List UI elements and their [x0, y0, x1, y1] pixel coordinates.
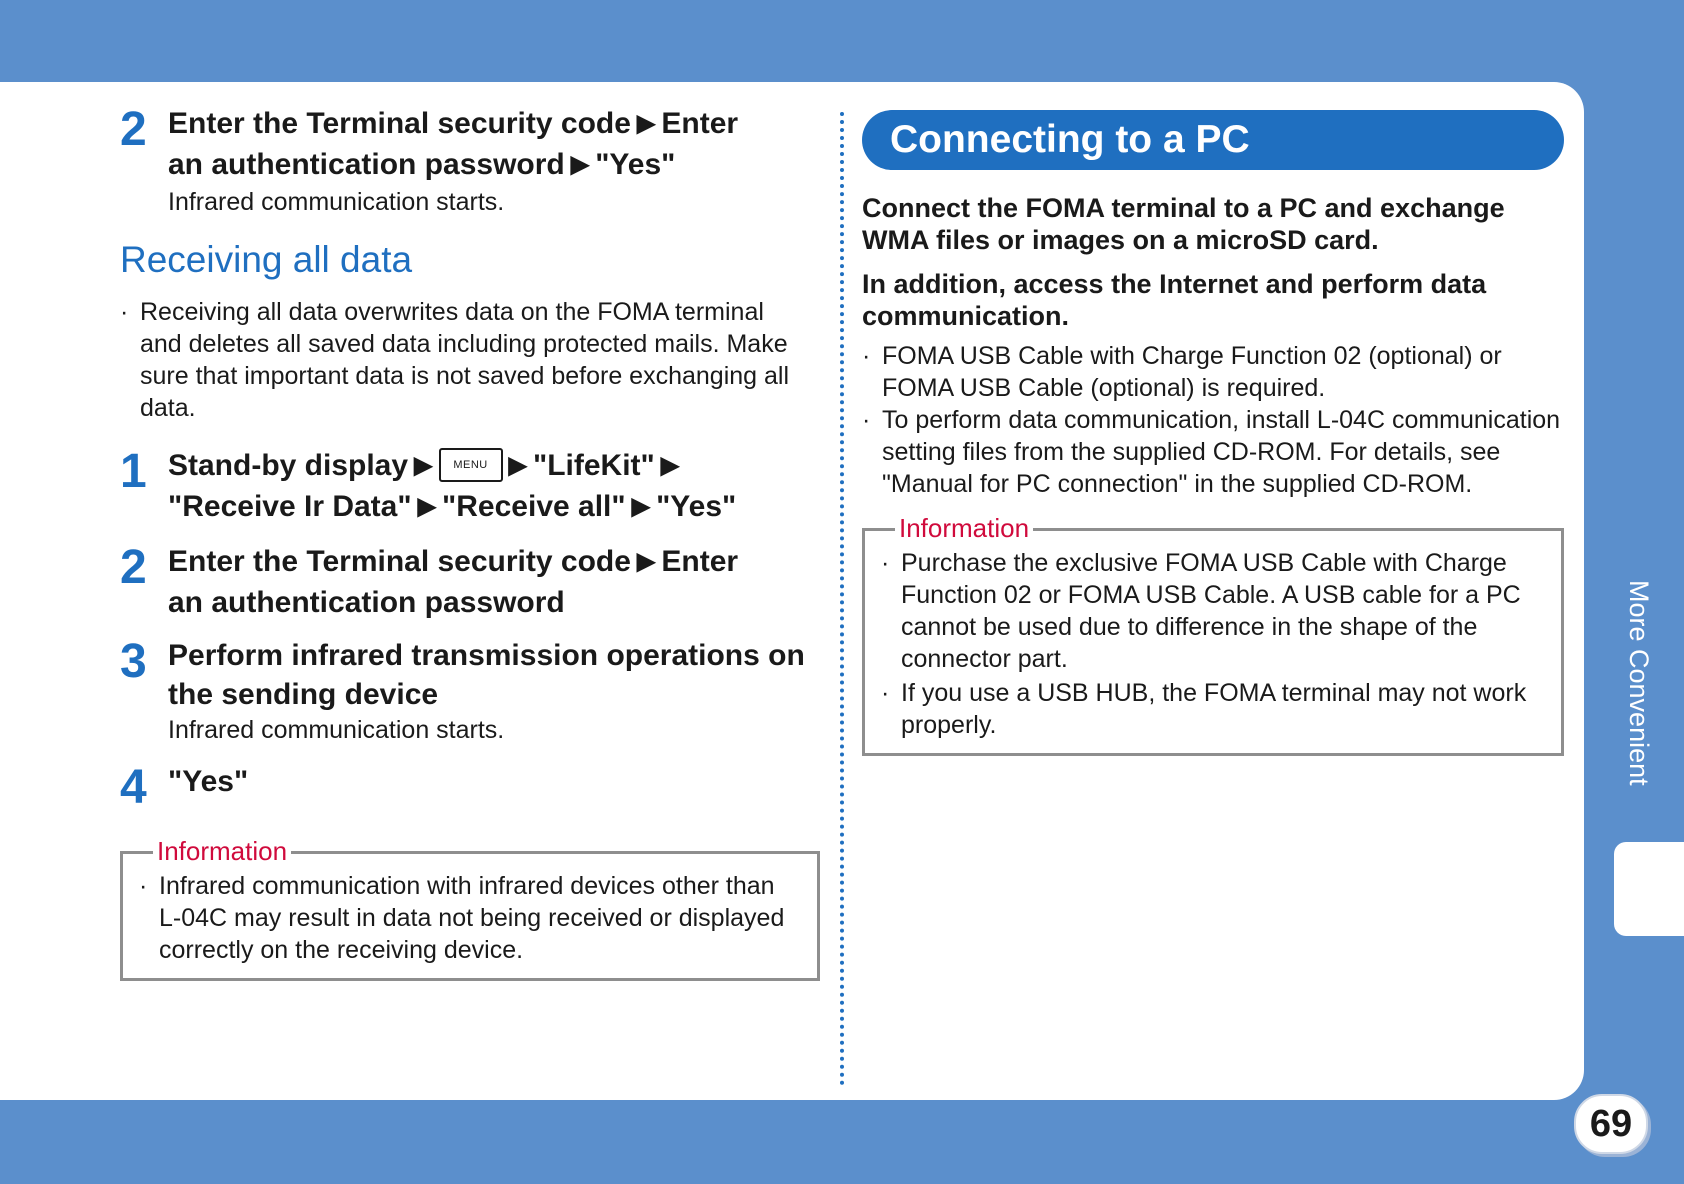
arrow-icon: ▶	[660, 452, 680, 479]
step-4-yes	[120, 761, 820, 814]
information-item: · If you use a USB HUB, the FOMA terminal may not work properly.	[881, 677, 1545, 741]
step-text: Enter the Terminal security code	[168, 545, 631, 578]
arrow-icon: ▶	[636, 548, 656, 575]
right-column	[862, 110, 1564, 756]
section-heading: Receiving all data	[120, 239, 413, 280]
column-divider	[840, 112, 844, 1086]
arrow-icon: ▶	[508, 452, 527, 479]
step-1-standby	[120, 446, 820, 528]
information-box	[120, 836, 820, 981]
step-text: Enter	[661, 107, 739, 140]
step-text: Stand-by display	[168, 449, 409, 482]
page-number: 69	[1574, 1094, 1648, 1154]
note-bullet: · Receiving all data overwrites data on the FOMA terminal and deletes all saved data including protected mails. Make sure that important data is not saved before exchanging all data.	[120, 296, 800, 424]
section-banner: Connecting to a PC	[862, 110, 1564, 170]
chapter-tab-label: More Convenient	[1624, 580, 1654, 786]
step-description: Infrared communication starts.	[168, 716, 505, 744]
step-text: an authentication password	[168, 148, 565, 181]
step-2-security-code	[120, 104, 820, 218]
step-number: 2	[120, 541, 147, 594]
left-column	[120, 104, 820, 981]
step-title	[168, 104, 820, 186]
arrow-icon: ▶	[636, 110, 656, 137]
information-box	[862, 513, 1564, 756]
step-title: Perform infrared transmission operations on the sending device	[168, 639, 805, 711]
step-title	[168, 542, 820, 622]
step-title	[168, 446, 820, 528]
step-number: 3	[120, 635, 147, 688]
step-description: Infrared communication starts.	[168, 188, 505, 216]
step-3-infrared	[120, 636, 820, 746]
information-item: · Infrared communication with infrared devices other than L-04C may result in data not being received or displayed correctly on the receiving device.	[139, 870, 801, 966]
step-number: 1	[120, 445, 147, 498]
requirement-item: · FOMA USB Cable with Charge Function 02 (optional) or FOMA USB Cable (optional) is required.	[862, 340, 1564, 404]
step-text: Enter the Terminal security code	[168, 107, 631, 140]
lead-text: Connect the FOMA terminal to a PC and exchange WMA files or images on a microSD card.	[862, 193, 1505, 255]
step-title: "Yes"	[168, 765, 249, 798]
step-2-enter-code	[120, 542, 820, 622]
step-text: "Yes"	[595, 148, 676, 181]
arrow-icon: ▶	[570, 151, 590, 178]
lead-text: In addition, access the Internet and perform data communication.	[862, 269, 1487, 331]
step-text: "Receive all"	[442, 490, 626, 523]
step-text: Enter	[661, 545, 739, 578]
chapter-tab	[1614, 842, 1684, 936]
step-number: 4	[120, 761, 147, 814]
information-label: Information	[153, 836, 291, 866]
step-text: an authentication password	[168, 586, 565, 619]
arrow-icon: ▶	[417, 493, 437, 520]
menu-key-icon: MENU	[439, 448, 503, 482]
step-text: "LifeKit"	[532, 449, 655, 482]
requirement-item: · To perform data communication, install L-04C communication setting files from the supplied CD-ROM. For details, see "Manual for PC connection" in the supplied CD-ROM.	[862, 404, 1564, 500]
information-label: Information	[895, 513, 1033, 543]
step-text: "Yes"	[656, 490, 737, 523]
step-number: 2	[120, 103, 147, 156]
information-item: · Purchase the exclusive FOMA USB Cable with Charge Function 02 or FOMA USB Cable. A USB cable for a PC cannot be used due to difference in the shape of the connector part.	[881, 547, 1545, 675]
step-text: "Receive Ir Data"	[168, 490, 412, 523]
arrow-icon: ▶	[414, 452, 433, 479]
arrow-icon: ▶	[631, 493, 651, 520]
requirements-list	[862, 340, 1564, 500]
